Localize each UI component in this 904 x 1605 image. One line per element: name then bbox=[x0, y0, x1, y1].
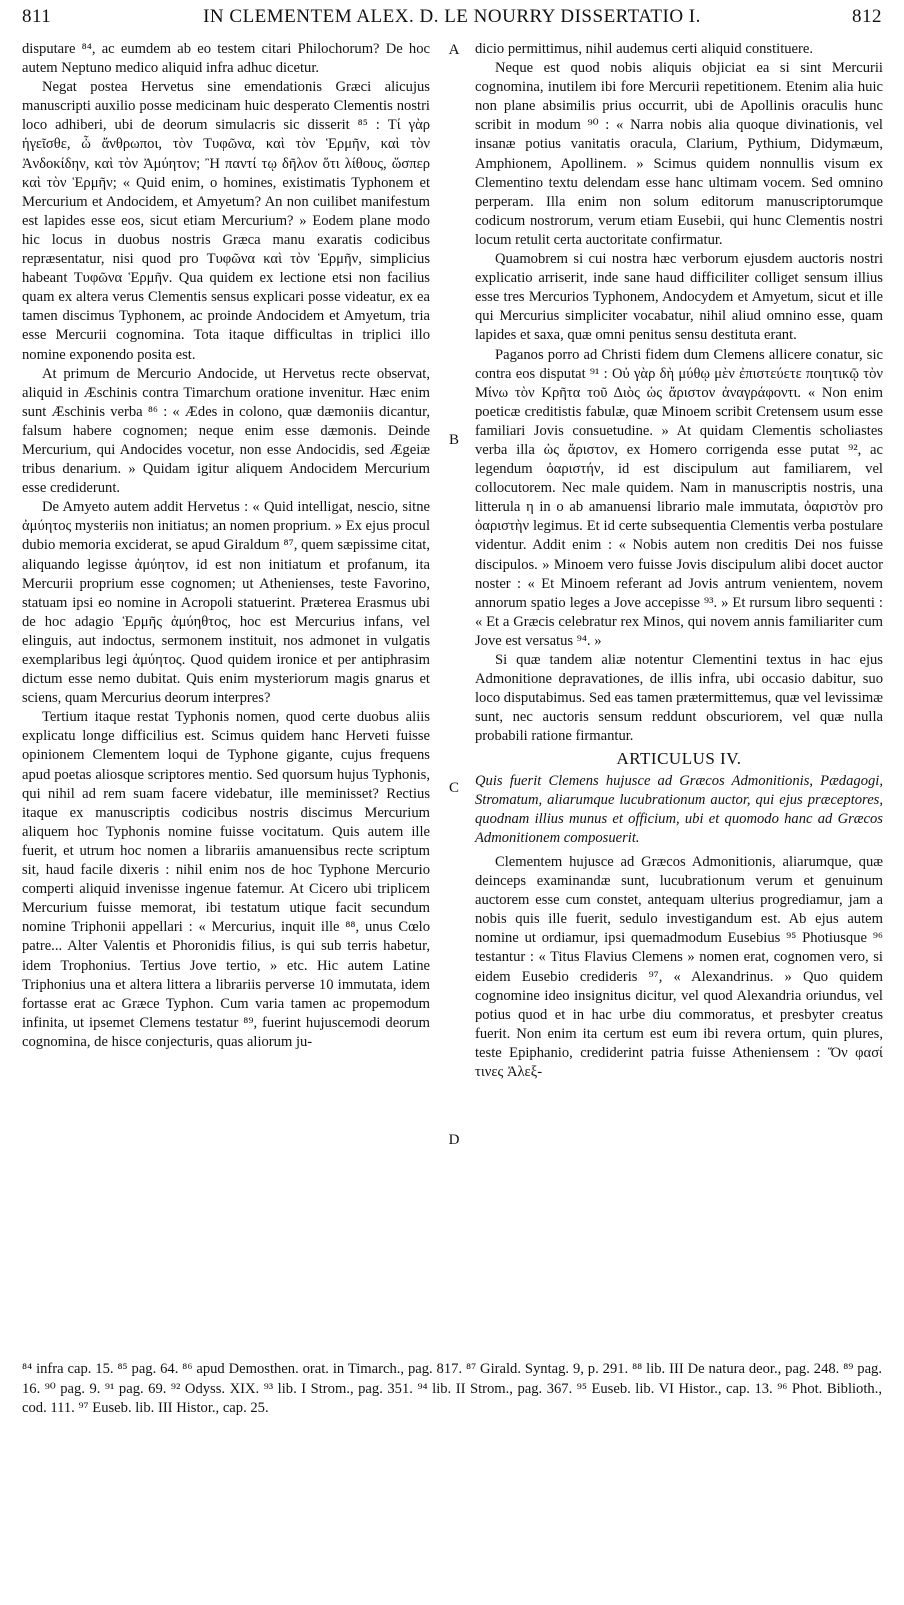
paragraph: Neque est quod nobis aliquis objiciat ea si sint Mercurii cognomina, inutilem ibi fore Mercurii repetitionem. Etenim alia huic non plane absimilis prius occurrit, ubi de Apollinis oraculis hunc scribit in modum ⁹⁰ : « Narra nobis alia quoque divinationis, vel insanæ potius vanitatis oracula, Clarium, Pythium, Didymæum, Amphionem, Apollinem. » Scimus quidem nonnullis visum ex Clementino textu delendam esse hanc ultimam vocem. Sed omnino perperam. Illa enim non solum editorum manuscriptorumque codicum nostrorum, verum etiam Eusebii, qui hunc Clementis nostri locum retulit certa auctoritate confirmatur. bbox=[475, 60, 883, 248]
footnotes: ⁸⁴ infra cap. 15. ⁸⁵ pag. 64. ⁸⁶ apud Demosthen. orat. in Timarch., pag. 817. ⁸⁷ Girald. Syntag. 9, p. 291. ⁸⁸ lib. III De natura deor., pag. 248. ⁸⁹ pag. 16. ⁹⁰ pag. 9. ⁹¹ pag. 69. ⁹² Odyss. XIX. ⁹³ lib. I Strom., pag. 351. ⁹⁴ lib. II Strom., pag. 367. ⁹⁵ Euseb. lib. VI Histor., cap. 13. ⁹⁶ Phot. Biblioth., cod. 111. ⁹⁷ Euseb. lib. III Histor., cap. 25. bbox=[22, 1361, 882, 1416]
running-title: IN CLEMENTEM ALEX. D. LE NOURRY DISSERTATIO I. bbox=[203, 6, 701, 27]
margin-marker-c: C bbox=[448, 780, 459, 796]
paragraph: Clementem hujusce ad Græcos Admonitionis, aliarumque, quæ deinceps examinandæ sunt, lucubrationum verum et genuinum auctorem esse cum constet, antequam ulterius progrediamur, jam a nobis quis ille fuerit, sedulo investigandum est. Ab ejus autem nomine ut ordiamur, ipsi quemadmodum Eusebius ⁹⁵ Photiusque ⁹⁶ testantur : « Titus Flavius Clemens » nomen erat, cognomen vero, si eidem Eusebio credideris ⁹⁷, « Alexandrinus. » Quo quidem cognomine ideo insignitus dicitur, vel quod Alexandria oriundus, vel potius quod et in hac urbe diu commoratus, et presbyter creatus fuerit. Non enim ita certum est eum ibi revera ortum, quin plures, teste Epiphanio, crediderint patria fuisse Atheniensem : Ὅν φασί τινες Ἀλεξ- bbox=[475, 853, 883, 1080]
paragraph: Paganos porro ad Christi fidem dum Clemens allicere conatur, sic contra eos disputat ⁹¹ : Οὐ γὰρ δὴ μύθῳ μὲν ἐπιστεύετε ποιητικῷ τὸν Μίνω τὸν Κρῆτα τοῦ Διὸς ὡς ἄριστον ἀναγράφοντι. « Non enim poeticæ creditistis fabulæ, quæ Minoem scribit Cretensem usum esse familiari Jovis consuetudine. » At quidam Clementis scholiastes verba illa ὡς ἄριστον, ex Homero corrigenda esse putat ⁹², ac legendum ὀαριστήν, id est discipulum aut familiarem, vel collocutorem. Nec male quidem. Nam in manuscriptis nostris, una litterula η in ο ab amanuensi librario male immutata, ὀαριστὸν pro ὀαριστὴν legimus. Et id certe subsequentia Clementis verba postulare videntur. Addit enim : « Nobis autem non creditis Dei nos fuisse discipulos. » Minoem vero fuisse Jovis discipulum alibi docet auctor noster : « Et Minoem referant ad Jovis antrum venientem, novem annorum spatio leges a Jove accepisse ⁹³. » Et rursum libro sequenti : « Et a Græcis celebratur rex Minos, qui novem annis familiariter cum Jove est versatus ⁹⁴. » bbox=[475, 346, 883, 649]
margin-marker-d: D bbox=[448, 1132, 460, 1148]
paragraph: dicio permittimus, nihil audemus certi aliquid constituere. bbox=[475, 41, 814, 57]
paragraph: Si quæ tandem aliæ notentur Clementini textus in hac ejus Admonitione depravationes, de illis infra, ubi occasio dabitur, suo loco disputabimus. Sed eas tamen prætermittemus, quæ vel levissimæ sunt, nec auctoris sensum reddunt obscuriorem, vel quæ nulla probabili ratione firmantur. bbox=[475, 652, 883, 745]
paragraph: Tertium itaque restat Typhonis nomen, quod certe duobus aliis explicatu longe difficilius est. Scimus quidem hanc Herveti fuisse opinionem Clementem loqui de Typhone gigante, cujus frequens apud poetas aliosque scriptores mentio. Sed quorsum hujus Typhonis, qui nihil ad rem suam facere videbatur, ille meminisset? Rectius itaque ex manuscriptis codicibus nostris discimus Mercurium aliquem hoc Typhonis nomine fuisse vocitatum. Quis autem ille fuerit, et utrum hoc nomen a librariis amanuensibus recte scriptum sit, haud facile dixeris : nihil enim nos de hoc Typhone Mercurio comperti aliquid invenisse ingenue fatemur. At Cicero ubi triplicem Mercurium fuisse memorat, ibi testatum utique facit secundum nomine Triphonii appellari : « Mercurius, inquit ille ⁸⁸, unus Cœlo patre... Alter Valentis et Phoronidis filius, is qui sub terris habetur, idem Trophonius. Tertius Jove tertio, » etc. Hic autem Latine Triphonius una et altera littera a librariis perverse 10 immutata, idem fortasse erat ac Græce Typhon. Cum varia tamen ac propemodum infinita, ut ipsemet Clemens testatur ⁸⁹, fuerint hujuscemodi deorum cognomina, de hisce conjecturis, quas aliorum ju- bbox=[22, 709, 430, 1050]
paragraph: Quamobrem si cui nostra hæc verborum ejusdem auctoris nostri explicatio arriserit, inde sane haud difficiliter colliget sensum illius esse tres Mercurios Typhonem, Andocydem et Amyetum, sicut et ille qui Mercurius simpliciter vocabatur, nihil aliud omnino esse, quam lapides et saxa, quæ omni penitus sensu destituta erant. bbox=[475, 251, 883, 344]
margin-marker-b: B bbox=[448, 432, 459, 448]
paragraph: Negat postea Hervetus sine emendationis Græci alicujus manuscripti auxilio posse medicinam huic desperato Clementis nostri loco adhiberi, ubi de deorum simulacris sic disserit ⁸⁵ : Τί γὰρ ἡγεῖσθε, ὦ ἄνθρωποι, τὸν Τυφῶνα, καὶ τὸν Ἑρμῆν, καὶ τὸν Ἀνδοκίδην, καὶ τὸν Ἀμύητον; Ἢ παντί τῳ δῆλον ὅτι λίθους, ὥσπερ καὶ τὸν Ἑρμῆν; « Quid enim, o homines, existimatis Typhonem et Mercurium et Andocidem, et Amyetum? An non cuilibet manifestum est lapides esse eos, sicut etiam Mercurium? » Eodem plane modo hic locus in duobus nostris Græca manu exaratis codicibus repræsentatur, nisi quod pro Τυφῶνα καὶ τὸν Ἑρμῆν, simplicius habeant Τυφῶνα Ἑρμῆν. Qua quidem ex lectione etsi non facilius quam ex altera verus Clementis sensus explicari posse videatur, ex ea tamen discimus Typhonem, ac proinde Andocidem et Amyetum, tria esse Mercurii cognomina. Tota itaque difficultas in triplici illo nomine exponendo posita est. bbox=[22, 79, 430, 363]
section-summary: Quis fuerit Clemens hujusce ad Græcos Admonitionis, Pædagogi, Stromatum, aliarumque lucubrationum auctor, qui ejus præceptores, quodnam illius munus et officium, ubi et quomodo hanc ad Græcos Admonitionem composuerit. bbox=[475, 772, 883, 846]
left-column bbox=[22, 40, 430, 1052]
section-heading: ARTICULUS IV. bbox=[616, 749, 742, 769]
paragraph: disputare ⁸⁴, ac eumdem ab eo testem citari Philochorum? De hoc autem Neptuno medico aliquid infra adhuc dicetur. bbox=[22, 41, 430, 77]
paragraph: De Amyeto autem addit Hervetus : « Quid intelligat, nescio, sitne ἀμύητος mysteriis non initiatus; an nomen proprium. » Ex ejus procul dubio memoria exciderat, se apud Giraldum ⁸⁷, quem sæpissime citat, aliquando legisse ἀμύητον, id est non initiatum et profanum, ita Mercurii proprium esse cognomen; ut Athenienses, teste Favorino, statuam ipsi eo nomine in Acropoli statuerint. Præterea Erasmus ubi de hoc adagio Ἑρμῆς ἀμύηθτος, hoc est Mercurius infans, vel elinguis, aut indoctus, sermonem instituit, nos admonet in vulgatis exemplaribus legi ἀμύητος. Quod quidem ironice et per antiphrasim dictum esse nemo dubitat. Quis enim mysteriorum magis gnarus et sciens, quam Mercurius deorum interpres? bbox=[22, 499, 430, 707]
paragraph: At primum de Mercurio Andocide, ut Hervetus recte observat, aliquid in Æschinis contra Timarchum oratione invenitur. Hæc enim sunt Æschinis verba ⁸⁶ : « Ædes in colono, quæ dæmoniis dicantur, falsum habere cognomen; neque enim esse dæmonis. Deinde Mercurium, qui Andocides vocetur, non esse Andocidis, sed Ægeiæ tribus denarium. » Quidam igitur aliquem Andocidem Mercurium esse crediderunt. bbox=[22, 365, 430, 497]
page-number-right: 812 bbox=[852, 6, 882, 27]
page-number-left: 811 bbox=[22, 6, 52, 27]
right-column bbox=[475, 40, 883, 1082]
running-header bbox=[22, 6, 882, 32]
margin-marker-a: A bbox=[448, 42, 460, 58]
